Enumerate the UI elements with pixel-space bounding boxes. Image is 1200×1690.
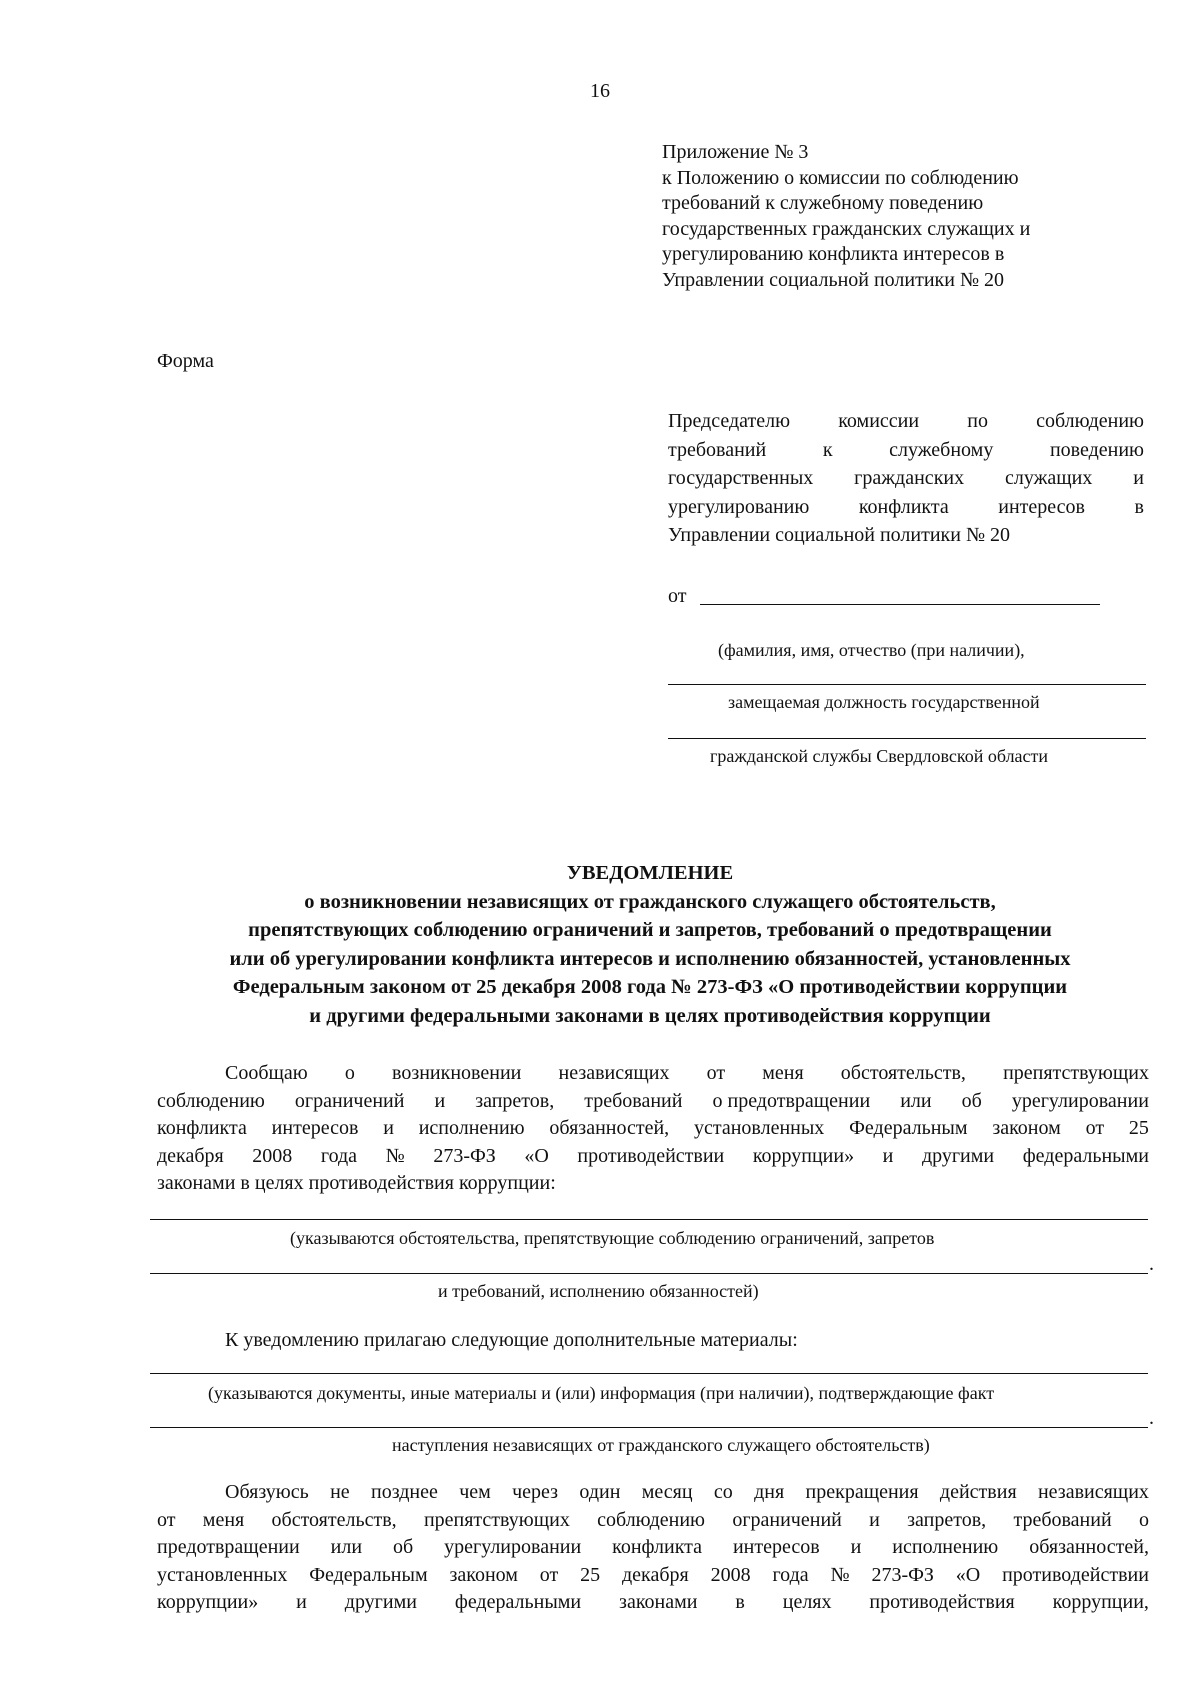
word: интересов — [732, 1536, 820, 1559]
word: ограничений — [732, 1508, 842, 1531]
appendix-line: Управлении социальной политики № 20 — [662, 268, 1005, 291]
word: целях — [782, 1591, 832, 1614]
word: 2008 — [710, 1563, 751, 1586]
addressee-line — [668, 407, 1144, 436]
attachments-caption-end: наступления независящих от гражданского служащего обстоятельств) — [392, 1435, 930, 1455]
word: к — [822, 438, 833, 461]
title-line: и другими федеральными законами в целях противодействия коррупции — [309, 1004, 991, 1027]
paragraph-line — [157, 1115, 1149, 1143]
page-number: 16 — [590, 80, 610, 102]
word: обязанностей, — [1029, 1536, 1149, 1559]
word: конфликта — [612, 1536, 703, 1559]
word: установленных — [693, 1117, 825, 1140]
attachments-field-1[interactable] — [150, 1373, 1148, 1374]
word: от — [706, 1062, 726, 1084]
circumstances-caption: (указываются обстоятельства, препятствующие соблюдению ограничений, запретов — [290, 1228, 935, 1248]
word: препятствующих — [423, 1508, 570, 1531]
title-line: препятствующих соблюдению ограничений и запретов, требований о предотвращении — [248, 919, 1052, 942]
paragraph-line — [157, 1479, 1149, 1507]
word: года — [320, 1144, 358, 1167]
word: соблюдению — [1036, 410, 1144, 432]
word: обстоятельств, — [271, 1508, 397, 1531]
appendix-line: Приложение № 3 — [662, 141, 809, 163]
word: и — [383, 1117, 394, 1140]
word: от — [157, 1508, 176, 1531]
appendix-header — [662, 140, 1030, 293]
word: Обязуюсь — [225, 1481, 309, 1503]
word: исполнению — [892, 1536, 999, 1559]
word: требований — [584, 1089, 683, 1112]
word: исполнению — [418, 1117, 525, 1140]
title-line: Федеральным законом от 25 декабря 2008 года № 273-ФЗ «О противодействии коррупции — [232, 976, 1068, 999]
word: действия — [939, 1481, 1017, 1503]
paragraph-line — [157, 1088, 1149, 1116]
word: обстоятельств, — [840, 1062, 966, 1084]
title-line: УВЕДОМЛЕНИЕ — [566, 862, 734, 884]
word: законами — [619, 1591, 698, 1614]
word: декабря — [157, 1144, 224, 1167]
word: и — [882, 1144, 894, 1167]
attachments-field-2[interactable] — [150, 1427, 1148, 1428]
from-service-field[interactable] — [668, 738, 1146, 739]
word: или — [900, 1089, 932, 1112]
word: служащих — [1004, 467, 1093, 489]
word: года — [772, 1563, 809, 1586]
word: и — [1133, 467, 1144, 489]
title-line: о возникновении независящих от гражданского служащего обстоятельств, — [304, 890, 996, 913]
word: в — [1134, 495, 1144, 518]
word: служебному — [889, 438, 994, 461]
word: требований — [668, 438, 767, 461]
word: комиссии — [838, 410, 920, 432]
word: урегулированию — [668, 495, 810, 518]
word: ограничений — [294, 1089, 405, 1112]
form-label: Форма — [157, 350, 214, 372]
word: об — [961, 1089, 982, 1112]
from-caption-position: замещаемая должность государственной — [728, 692, 1040, 712]
word: по — [967, 410, 988, 432]
word: о предотвращении — [712, 1089, 871, 1112]
addressee-block — [668, 407, 1144, 550]
paragraph-line: законами в целях противодействия коррупции: — [157, 1172, 556, 1195]
word: и — [434, 1089, 446, 1112]
word: позднее — [371, 1481, 438, 1503]
addressee-line — [668, 436, 1144, 465]
word: меня — [762, 1062, 804, 1084]
from-position-field[interactable] — [668, 684, 1146, 685]
word: соблюдению — [597, 1508, 706, 1531]
word: интересов — [271, 1117, 359, 1140]
word: № — [830, 1563, 850, 1586]
word: соблюдению — [157, 1089, 265, 1112]
word: независящих — [558, 1062, 670, 1084]
paragraph-line — [157, 1562, 1149, 1590]
word: обязанностей, — [549, 1117, 670, 1140]
notice-title — [140, 859, 1160, 1031]
word: дня — [754, 1481, 785, 1503]
word: Федеральным — [849, 1117, 968, 1140]
word: установленных — [157, 1563, 288, 1586]
appendix-line: урегулированию конфликта интересов в — [662, 243, 1005, 265]
word: законом — [992, 1117, 1061, 1140]
word: противодействии — [1002, 1563, 1149, 1586]
word: конфликта — [858, 495, 949, 518]
word: конфликта — [157, 1117, 247, 1140]
attachments-caption: (указываются документы, иные материалы и (или) информация (при наличии), подтверждающие факт — [208, 1383, 995, 1403]
paragraph-line — [157, 1589, 1149, 1617]
line-end-dot: . — [1149, 1253, 1154, 1275]
from-caption-name: (фамилия, имя, отчество (при наличии), — [718, 640, 1025, 660]
word: гражданских — [854, 467, 965, 489]
word: поведению — [1049, 438, 1144, 461]
word: месяц — [641, 1481, 693, 1503]
from-caption-service: гражданской службы Свердловской области — [710, 746, 1049, 766]
word: интересов — [998, 495, 1085, 518]
word: о — [344, 1062, 355, 1084]
word: 25 — [1128, 1117, 1149, 1140]
word: коррупции, — [1052, 1591, 1149, 1614]
word: Сообщаю — [225, 1062, 308, 1084]
word: чем — [459, 1481, 491, 1503]
word: со — [713, 1481, 733, 1503]
word: и — [869, 1508, 880, 1531]
word: о — [1138, 1508, 1149, 1531]
paragraph-line — [157, 1534, 1149, 1562]
word: коррупции» — [157, 1591, 259, 1614]
appendix-line: государственных гражданских служащих и — [662, 217, 1031, 240]
addressee-line — [668, 464, 1144, 493]
word: другими — [921, 1144, 995, 1167]
paragraph-line — [157, 1143, 1149, 1171]
word: «О — [955, 1563, 981, 1586]
paragraph-line — [157, 1060, 1149, 1088]
word: противодействия — [869, 1591, 1015, 1614]
word: 2008 — [252, 1144, 293, 1167]
word: и — [296, 1591, 307, 1614]
word: «О — [524, 1144, 549, 1167]
word: 273-ФЗ — [433, 1144, 496, 1167]
word: Федеральным — [309, 1563, 428, 1586]
word: требований — [1013, 1508, 1112, 1531]
line-end-dot: . — [1149, 1407, 1154, 1429]
word: Председателю — [668, 410, 791, 432]
word: № — [385, 1144, 405, 1167]
title-line: или об урегулировании конфликта интересов и исполнению обязанностей, установленных — [229, 947, 1071, 970]
from-name-field[interactable] — [700, 604, 1100, 605]
word: прекращения — [805, 1481, 919, 1503]
word: меня — [202, 1508, 245, 1531]
word: запретов, — [907, 1508, 987, 1531]
word: или — [330, 1536, 363, 1559]
word: об — [392, 1536, 414, 1559]
word: законом — [449, 1563, 518, 1586]
word: противодействии — [577, 1144, 725, 1167]
word: запретов, — [475, 1089, 555, 1112]
circumstances-caption-end: и требований, исполнению обязанностей) — [438, 1281, 759, 1301]
paragraph-obligation — [157, 1479, 1149, 1617]
word: и — [850, 1536, 862, 1559]
appendix-line: требований к служебному поведению — [662, 192, 984, 214]
circumstances-field-2[interactable] — [150, 1273, 1148, 1274]
word: предотвращении — [157, 1536, 300, 1559]
word: 25 — [580, 1563, 601, 1586]
word: независящих — [1037, 1481, 1149, 1503]
addressee-line — [668, 493, 1144, 522]
word: декабря — [622, 1563, 689, 1586]
word: федеральными — [454, 1591, 582, 1614]
word: через — [512, 1481, 559, 1503]
word: государственных — [668, 467, 814, 489]
addressee-line: Управлении социальной политики № 20 — [668, 524, 1011, 546]
word: другими — [344, 1591, 417, 1614]
word: коррупции» — [752, 1144, 855, 1167]
word: федеральными — [1022, 1144, 1149, 1167]
word: от — [1085, 1117, 1105, 1140]
paragraph-report — [157, 1060, 1149, 1198]
word: не — [330, 1481, 350, 1503]
word: возникновении — [392, 1062, 522, 1084]
paragraph-line — [157, 1507, 1149, 1535]
word: 273-ФЗ — [871, 1563, 934, 1586]
word: один — [579, 1481, 621, 1503]
appendix-line: к Положению о комиссии по соблюдению — [662, 166, 1019, 189]
word: в — [735, 1591, 745, 1614]
word: препятствующих — [1003, 1062, 1149, 1084]
attachments-intro — [157, 1327, 1149, 1355]
word: урегулировании — [1011, 1089, 1149, 1112]
circumstances-field-1[interactable] — [150, 1219, 1148, 1220]
word: от — [539, 1563, 559, 1586]
from-label: от — [668, 585, 687, 607]
attachments-intro-line: К уведомлению прилагаю следующие дополнительные материалы: — [225, 1329, 798, 1351]
word: урегулировании — [444, 1536, 582, 1559]
